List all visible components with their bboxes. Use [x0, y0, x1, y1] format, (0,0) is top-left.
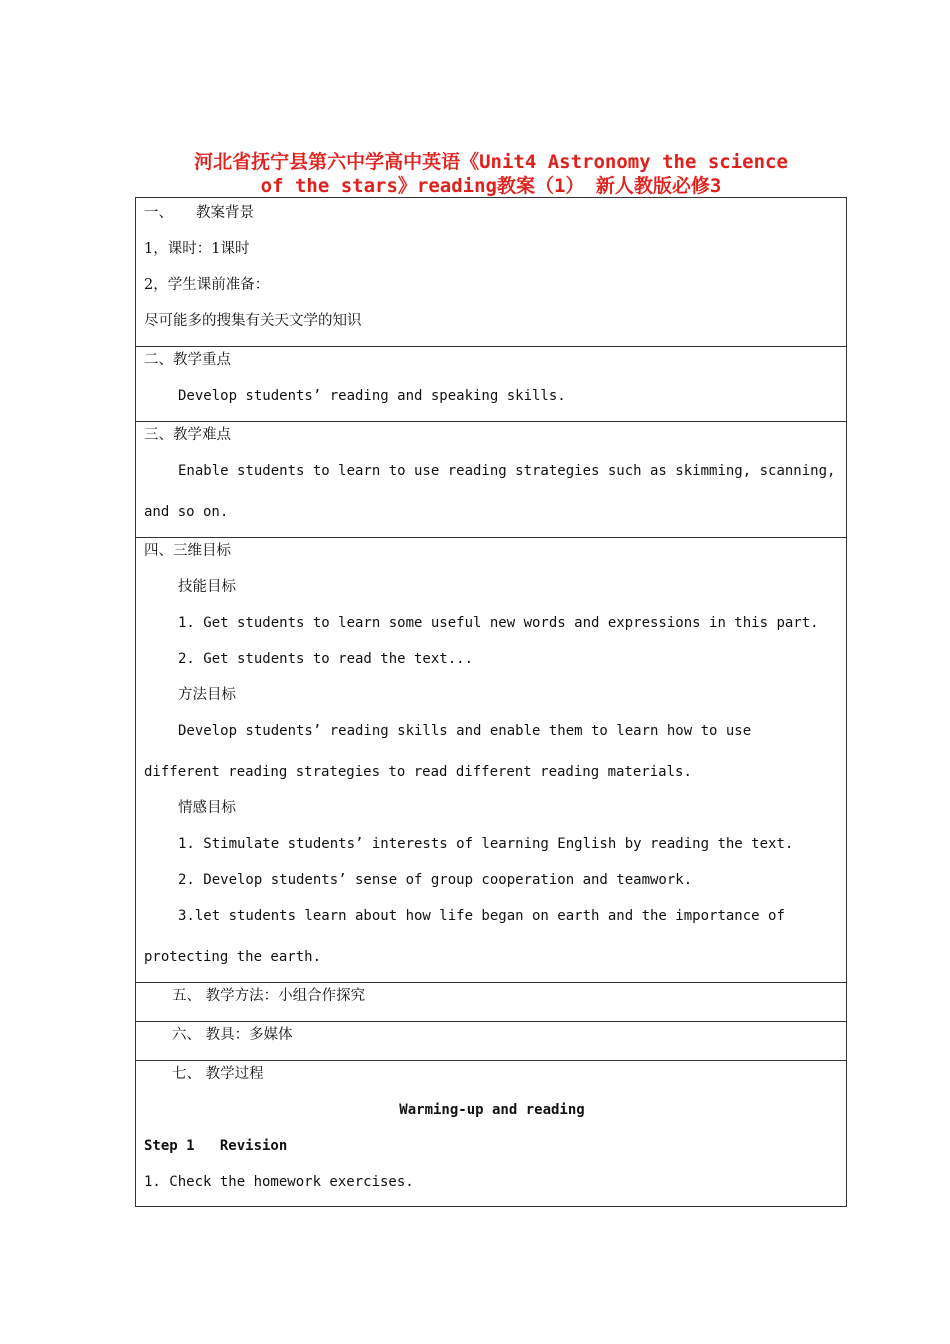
text-line: protecting the earth. — [144, 949, 322, 965]
title-line-2: of the stars》reading教案（1） 新人教版必修3 — [260, 175, 722, 197]
text-line: 1，课时：1课时 — [144, 241, 250, 257]
text-line: 尽可能多的搜集有关天文学的知识 — [144, 313, 362, 329]
text-line: 2. Get students to read the text... — [178, 651, 474, 667]
section-heading: 三、教学难点 — [144, 427, 231, 443]
section-heading: 一、 教案背景 — [144, 205, 255, 221]
section-process — [136, 1061, 846, 1206]
text-line: and so on. — [144, 504, 229, 520]
sub-heading: 方法目标 — [178, 687, 236, 703]
text-line: Enable students to learn to use reading strategies such as skimming, scanning, — [178, 463, 836, 479]
lesson-plan-table — [135, 197, 847, 1207]
section-background — [136, 198, 846, 347]
section-tools — [136, 1022, 846, 1061]
sub-heading: 情感目标 — [178, 800, 236, 816]
title-line-1: 河北省抚宁县第六中学高中英语《Unit4 Astronomy the science — [194, 151, 788, 173]
section-heading: 四、三维目标 — [144, 543, 231, 559]
text-line: 3.let students learn about how life began on earth and the importance of — [178, 908, 785, 924]
section-objectives — [136, 538, 846, 983]
text-line: 1. Get students to learn some useful new words and expressions in this part. — [178, 615, 819, 631]
text-line: 1. Stimulate students’ interests of learning English by reading the text. — [178, 836, 794, 852]
text-line: 2，学生课前准备： — [144, 277, 270, 293]
text-line: Develop students’ reading skills and enable them to learn how to use — [178, 723, 752, 739]
document-title — [100, 150, 882, 198]
step-heading: Step 1 Revision — [144, 1138, 288, 1154]
text-line: Develop students’ reading and speaking skills. — [178, 388, 566, 404]
text-line: 2. Develop students’ sense of group cooperation and teamwork. — [178, 872, 693, 888]
section-heading: 六、 教具：多媒体 — [172, 1027, 293, 1043]
section-method — [136, 983, 846, 1022]
section-heading: 二、教学重点 — [144, 352, 231, 368]
sub-heading: 技能目标 — [178, 579, 236, 595]
section-difficulties — [136, 422, 846, 538]
centered-heading: Warming-up and reading — [399, 1102, 585, 1118]
section-heading: 七、 教学过程 — [172, 1066, 264, 1082]
section-key-points — [136, 347, 846, 422]
section-heading: 五、 教学方法：小组合作探究 — [172, 988, 366, 1004]
text-line: different reading strategies to read different reading materials. — [144, 764, 692, 780]
text-line: 1. Check the homework exercises. — [144, 1174, 414, 1190]
